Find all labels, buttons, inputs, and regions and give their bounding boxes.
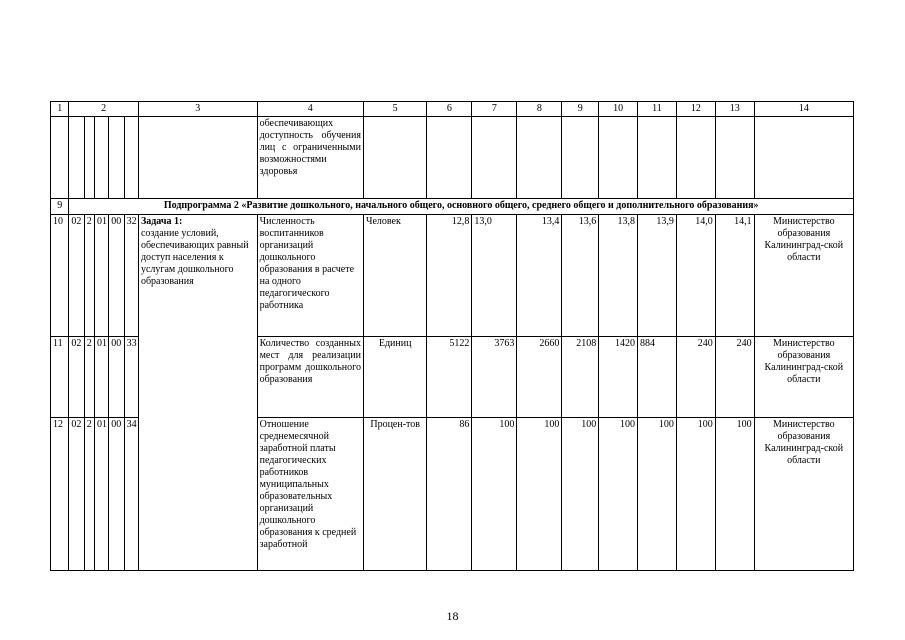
unit-cell: Процен-тов — [363, 418, 426, 571]
code-cell: 33 — [124, 337, 138, 418]
code-cell: 2 — [84, 418, 94, 571]
header-cell: 13 — [715, 102, 754, 117]
value-cell: 12,8 — [427, 215, 472, 337]
value-cell: 13,4 — [517, 215, 562, 337]
header-row — [51, 102, 854, 117]
value-cell: 13,0 — [472, 215, 517, 337]
row-number: 11 — [51, 337, 69, 418]
code-cell: 02 — [69, 418, 84, 571]
row-number: 9 — [51, 199, 69, 215]
header-cell: 1 — [51, 102, 69, 117]
value-cell: 14,0 — [676, 215, 715, 337]
code-cell: 2 — [84, 215, 94, 337]
task-label: Задача 1: — [140, 216, 183, 227]
header-cell: 2 — [69, 102, 139, 117]
row-number: 12 — [51, 418, 69, 571]
value-cell: 13,6 — [562, 215, 599, 337]
row-number: 10 — [51, 215, 69, 337]
header-cell: 6 — [427, 102, 472, 117]
value-cell: 5122 — [427, 337, 472, 418]
code-cell: 02 — [69, 215, 84, 337]
value-cell: 2660 — [517, 337, 562, 418]
indicator-text: Количество созданных мест для реализации программ дошкольного образования — [257, 337, 363, 418]
value-cell: 86 — [427, 418, 472, 571]
header-cell: 3 — [138, 102, 257, 117]
value-cell: 14,1 — [715, 215, 754, 337]
header-cell: 11 — [638, 102, 677, 117]
code-cell: 34 — [124, 418, 138, 571]
code-cell: 02 — [69, 337, 84, 418]
code-cell: 00 — [109, 337, 124, 418]
value-cell: 3763 — [472, 337, 517, 418]
continuation-row — [51, 117, 854, 199]
indicators-table — [50, 101, 854, 571]
table-row — [51, 215, 854, 337]
value-cell: 100 — [638, 418, 677, 571]
code-cell: 00 — [109, 215, 124, 337]
header-cell: 8 — [517, 102, 562, 117]
task-cell — [138, 215, 257, 571]
header-cell: 14 — [754, 102, 853, 117]
header-cell: 9 — [562, 102, 599, 117]
indicator-text: Численность воспитанников организаций дошкольного образования в расчете на одного педагогического работника — [257, 215, 363, 337]
value-cell: 13,8 — [599, 215, 638, 337]
subprogram-title: Подпрограмма 2 «Развитие дошкольного, начального общего, основного общего, среднего общего и дополнительного образования» — [69, 199, 854, 215]
value-cell: 240 — [676, 337, 715, 418]
value-cell: 100 — [599, 418, 638, 571]
header-cell: 10 — [599, 102, 638, 117]
indicator-text: Отношение среднемесячной заработной платы педагогических работников муниципальных образовательных организаций дошкольного образования к средней заработной — [257, 418, 363, 571]
value-cell: 100 — [472, 418, 517, 571]
value-cell: 100 — [562, 418, 599, 571]
responsible-cell: Министерство образования Калининград-ской области — [754, 337, 853, 418]
value-cell: 100 — [517, 418, 562, 571]
value-cell: 884 — [638, 337, 677, 418]
value-cell: 13,9 — [638, 215, 677, 337]
responsible-cell: Министерство образования Калининград-ской области — [754, 215, 853, 337]
task-text: создание условий, обеспечивающих равный доступ населения к услугам дошкольного образования — [140, 228, 249, 287]
code-cell: 2 — [84, 337, 94, 418]
unit-cell: Единиц — [363, 337, 426, 418]
code-cell: 00 — [109, 418, 124, 571]
code-cell: 32 — [124, 215, 138, 337]
header-cell: 5 — [363, 102, 426, 117]
value-cell: 100 — [715, 418, 754, 571]
value-cell: 100 — [676, 418, 715, 571]
subprogram-row — [51, 199, 854, 215]
unit-cell: Человек — [363, 215, 426, 337]
code-cell: 01 — [94, 418, 108, 571]
value-cell: 1420 — [599, 337, 638, 418]
header-cell: 4 — [257, 102, 363, 117]
value-cell: 2108 — [562, 337, 599, 418]
page-number: 18 — [446, 609, 459, 623]
indicator-text: обеспечивающих доступность обучения лиц с ограниченными возможностями здоровья — [257, 117, 363, 199]
code-cell: 01 — [94, 337, 108, 418]
value-cell: 240 — [715, 337, 754, 418]
header-cell: 12 — [676, 102, 715, 117]
header-cell: 7 — [472, 102, 517, 117]
code-cell: 01 — [94, 215, 108, 337]
responsible-cell: Министерство образования Калининград-ской области — [754, 418, 853, 571]
